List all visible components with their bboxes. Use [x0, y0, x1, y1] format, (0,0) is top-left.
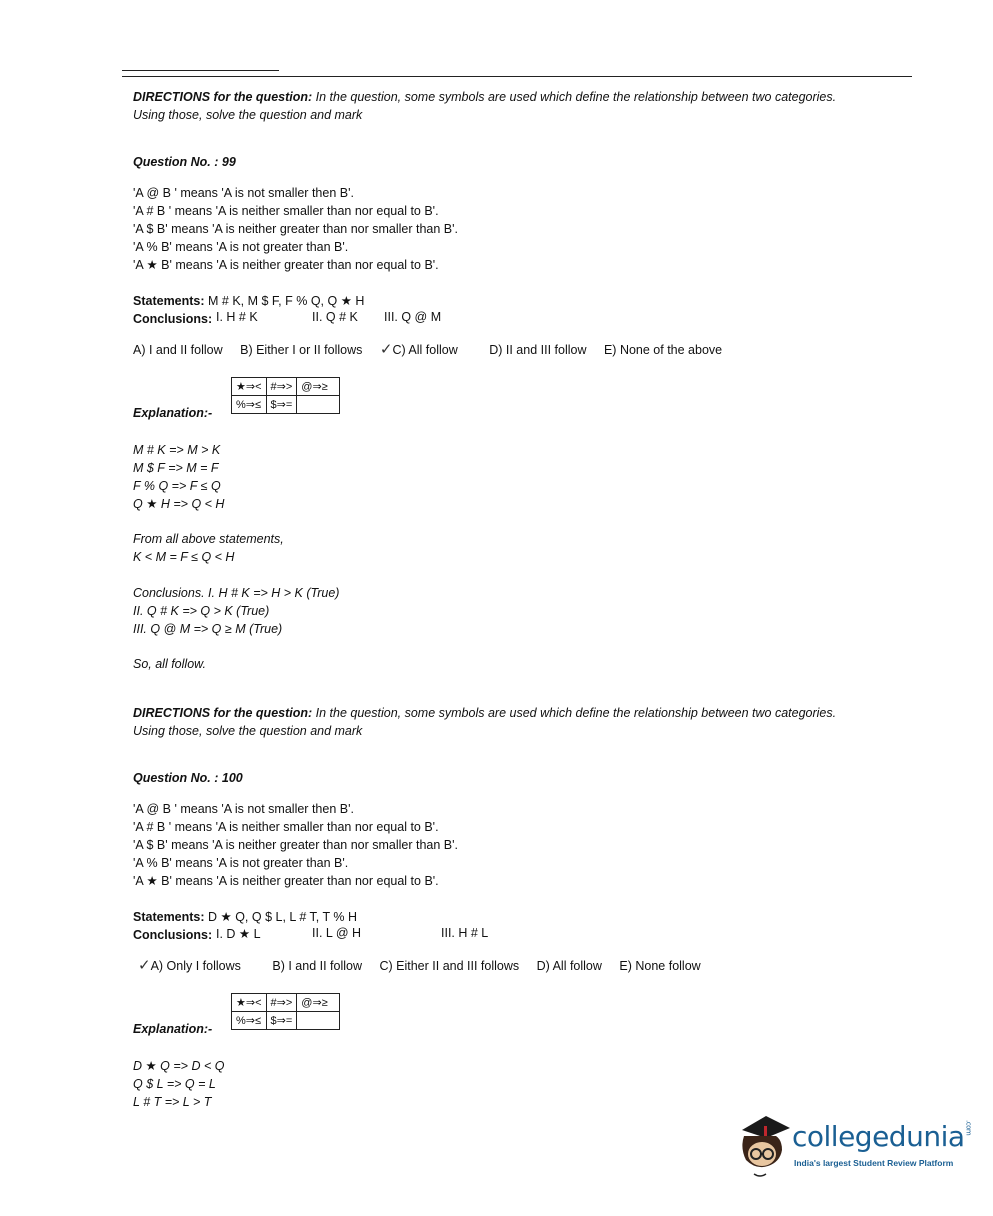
statements-label: Statements: [133, 294, 205, 308]
check-icon: ✓ [138, 957, 151, 974]
directions-text-2: Using those, solve the question and mark [133, 108, 363, 122]
logo-tagline: India's largest Student Review Platform [794, 1158, 954, 1168]
directions-text: In the question, some symbols are used which define the relationship between two categories. [315, 90, 837, 104]
statements-label: Statements: [133, 910, 205, 924]
symbol-table-q99 [231, 377, 340, 414]
explanation-label-q99: Explanation:- [133, 406, 213, 420]
option-a: A) Only I follows [150, 959, 241, 973]
explanation-label-q100: Explanation:- [133, 1022, 213, 1036]
conclusions-q99 [133, 310, 212, 328]
explanation-line: D ★ Q => D < Q [133, 1059, 225, 1073]
directions-q100 [133, 704, 913, 740]
option-a: A) I and II follow [133, 343, 223, 357]
option-e: E) None of the above [603, 343, 723, 357]
explanation-line: Q ★ H => Q < H [133, 497, 225, 511]
option-c: C) Either II and III follows [379, 959, 520, 973]
option-b: B) Either I or II follows [240, 343, 363, 357]
conclusion-3: III. Q @ M [384, 310, 442, 324]
directions-text: In the question, some symbols are used which define the relationship between two categories. [315, 706, 837, 720]
question-number-99: Question No. : 99 [133, 155, 236, 169]
directions-label: DIRECTIONS for the question: [133, 90, 313, 104]
header-rule-short [122, 70, 279, 71]
conclusion-line: Conclusions. I. H # K => H > K (True) [133, 586, 340, 600]
options-q99 [133, 340, 736, 358]
conclusion-line: III. Q @ M => Q ≥ M (True) [133, 622, 283, 636]
symbol-cell: %⇒≤ [232, 1012, 267, 1030]
conclusion-line: II. Q # K => Q > K (True) [133, 604, 270, 618]
definitions-q100 [133, 800, 458, 890]
explanation-line: L # T => L > T [133, 1095, 212, 1109]
final-answer-q99: So, all follow. [133, 657, 206, 671]
definition-line: 'A @ B ' means 'A is not smaller then B'. [133, 802, 354, 816]
explanation-line: F % Q => F ≤ Q [133, 479, 221, 493]
explanation-line: Q $ L => Q = L [133, 1077, 216, 1091]
option-d: D) II and III follow [489, 343, 587, 357]
definition-line: 'A # B ' means 'A is neither smaller than nor equal to B'. [133, 820, 439, 834]
definition-line: 'A @ B ' means 'A is not smaller then B'. [133, 186, 354, 200]
from-all-line: From all above statements, [133, 532, 284, 546]
header-rule-long [122, 76, 912, 77]
definition-line: 'A ★ B' means 'A is neither greater than nor equal to B'. [133, 258, 439, 272]
symbol-cell [297, 396, 340, 414]
conclusion-lines-q99 [133, 584, 339, 638]
definitions-q99 [133, 184, 458, 274]
directions-q99 [133, 88, 913, 124]
definition-line: 'A $ B' means 'A is neither greater than nor smaller than B'. [133, 222, 458, 236]
from-all-line: K < M = F ≤ Q < H [133, 550, 235, 564]
explanation-line: M $ F => M = F [133, 461, 219, 475]
symbol-cell: @⇒≥ [297, 378, 340, 396]
symbol-cell [297, 1012, 340, 1030]
explanation-line: M # K => M > K [133, 443, 221, 457]
symbol-table-q100 [231, 993, 340, 1030]
explanation-lines-q99 [133, 441, 224, 513]
statements-q100 [133, 908, 357, 926]
conclusion-2: II. L @ H [312, 926, 362, 940]
collegedunia-mascot-logo [736, 1108, 794, 1180]
symbol-cell: @⇒≥ [297, 994, 340, 1012]
statements-q99 [133, 292, 364, 310]
conclusions-q100 [133, 926, 212, 944]
conclusion-2: II. Q # K [312, 310, 358, 324]
check-icon: ✓ [379, 341, 393, 358]
logo-wordmark [792, 1120, 973, 1153]
directions-text-2: Using those, solve the question and mark [133, 724, 363, 738]
option-c: C) All follow [392, 343, 458, 357]
conclusion-3: III. H # L [441, 926, 489, 940]
statements-text: M # K, M $ F, F % Q, Q ★ H [208, 294, 365, 308]
conclusions-label: Conclusions: [133, 312, 213, 326]
conclusions-label: Conclusions: [133, 928, 213, 942]
option-b: B) I and II follow [272, 959, 362, 973]
definition-line: 'A # B ' means 'A is neither smaller than nor equal to B'. [133, 204, 439, 218]
option-d: D) All follow [536, 959, 602, 973]
from-all-q99 [133, 530, 284, 566]
conclusion-1: I. H # K [216, 310, 258, 324]
symbol-cell: #⇒> [266, 994, 297, 1012]
logo-name: collegedunia [792, 1120, 965, 1153]
definition-line: 'A $ B' means 'A is neither greater than nor smaller than B'. [133, 838, 458, 852]
symbol-cell: ★⇒< [232, 994, 267, 1012]
symbol-cell: ★⇒< [232, 378, 267, 396]
options-q100 [138, 956, 715, 974]
definition-line: 'A % B' means 'A is not greater than B'. [133, 240, 349, 254]
question-number-100: Question No. : 100 [133, 771, 243, 785]
statements-text: D ★ Q, Q $ L, L # T, T % H [208, 910, 358, 924]
symbol-cell: $⇒= [266, 1012, 297, 1030]
conclusion-1: I. D ★ L [216, 927, 261, 941]
symbol-cell: #⇒> [266, 378, 297, 396]
definition-line: 'A % B' means 'A is not greater than B'. [133, 856, 349, 870]
directions-label: DIRECTIONS for the question: [133, 706, 313, 720]
symbol-cell: %⇒≤ [232, 396, 267, 414]
explanation-lines-q100 [133, 1057, 224, 1111]
symbol-cell: $⇒= [266, 396, 297, 414]
definition-line: 'A ★ B' means 'A is neither greater than nor equal to B'. [133, 874, 439, 888]
option-e: E) None follow [619, 959, 701, 973]
logo-suffix: .com [964, 1120, 973, 1136]
